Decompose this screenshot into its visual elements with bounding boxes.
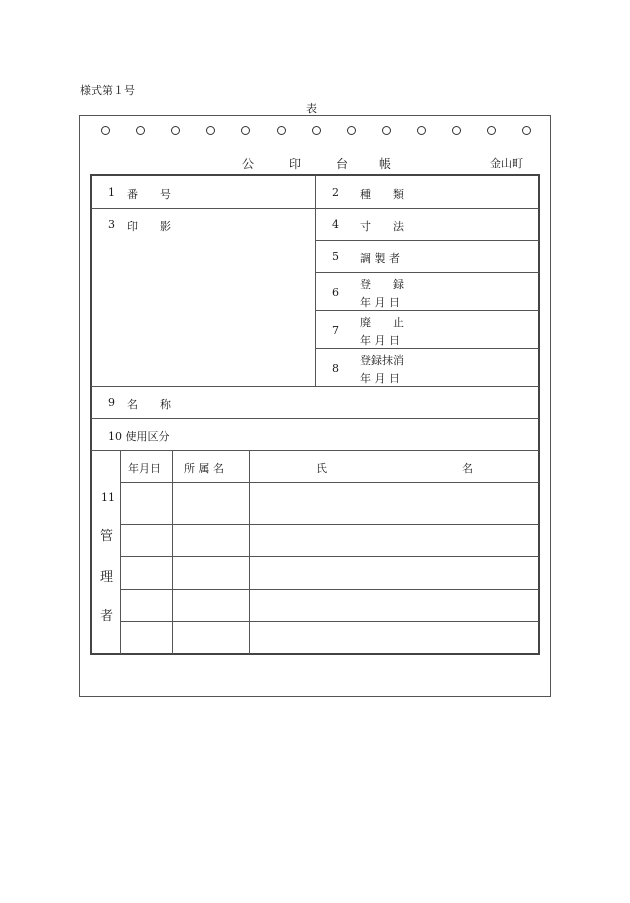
row-divider [91,386,539,387]
binding-hole-icon [347,126,356,135]
manager-number: 11 [101,491,115,504]
manager-col-name-2: 名 [462,462,473,475]
field-4-number: 4 [332,218,339,231]
manager-label-char-2: 理 [100,570,114,585]
field-6-number: 6 [332,286,339,299]
field-10-label: 10 使用区分 [108,430,170,443]
title-char-3: 台 [336,157,349,171]
field-5-number: 5 [332,250,339,263]
binding-hole-icon [101,126,110,135]
column-divider [172,450,173,654]
manager-label-char-1: 管 [100,529,114,544]
row-divider [121,589,539,590]
row-divider [315,240,539,241]
field-8-date: 年 月 日 [360,372,400,385]
row-divider [315,310,539,311]
manager-label-char-3: 者 [100,609,114,624]
manager-col-date: 年月日 [128,462,161,475]
field-9-label: 名 称 [127,398,171,411]
field-3-number: 3 [108,218,115,231]
row-divider [121,482,539,483]
field-9-number: 9 [108,396,115,409]
town-name: 金山町 [490,157,523,170]
binding-hole-icon [382,126,391,135]
field-6-date: 年 月 日 [360,296,400,309]
form-number: 様式第１号 [80,84,135,97]
field-1-number: 1 [108,186,115,199]
manager-col-name-1: 氏 [316,462,327,475]
row-divider [121,524,539,525]
side-label: 表 [306,102,317,115]
row-divider [121,621,539,622]
binding-hole-icon [452,126,461,135]
field-8-number: 8 [332,362,339,375]
row-divider [121,556,539,557]
binding-hole-icon [312,126,321,135]
field-6-label: 登 録 [360,278,404,291]
field-7-date: 年 月 日 [360,334,400,347]
field-7-label: 廃 止 [360,316,404,329]
row-divider [91,450,539,451]
title-char-4: 帳 [379,157,392,171]
row-divider [315,272,539,273]
title-char-1: 公 [242,157,255,171]
row-divider [315,348,539,349]
column-divider [315,175,316,386]
title-char-2: 印 [289,157,302,171]
field-2-label: 種 類 [360,188,404,201]
field-3-label: 印 影 [127,220,171,233]
field-4-label: 寸 法 [360,220,404,233]
binding-hole-icon [277,126,286,135]
field-5-label: 調 製 者 [360,252,400,265]
binding-hole-icon [417,126,426,135]
field-8-label: 登録抹消 [360,354,404,367]
field-2-number: 2 [332,186,339,199]
column-divider [120,450,121,654]
column-divider [249,450,250,654]
field-1-label: 番 号 [127,188,171,201]
field-7-number: 7 [332,324,339,337]
manager-col-dept: 所 属 名 [184,462,224,475]
row-divider [91,418,539,419]
